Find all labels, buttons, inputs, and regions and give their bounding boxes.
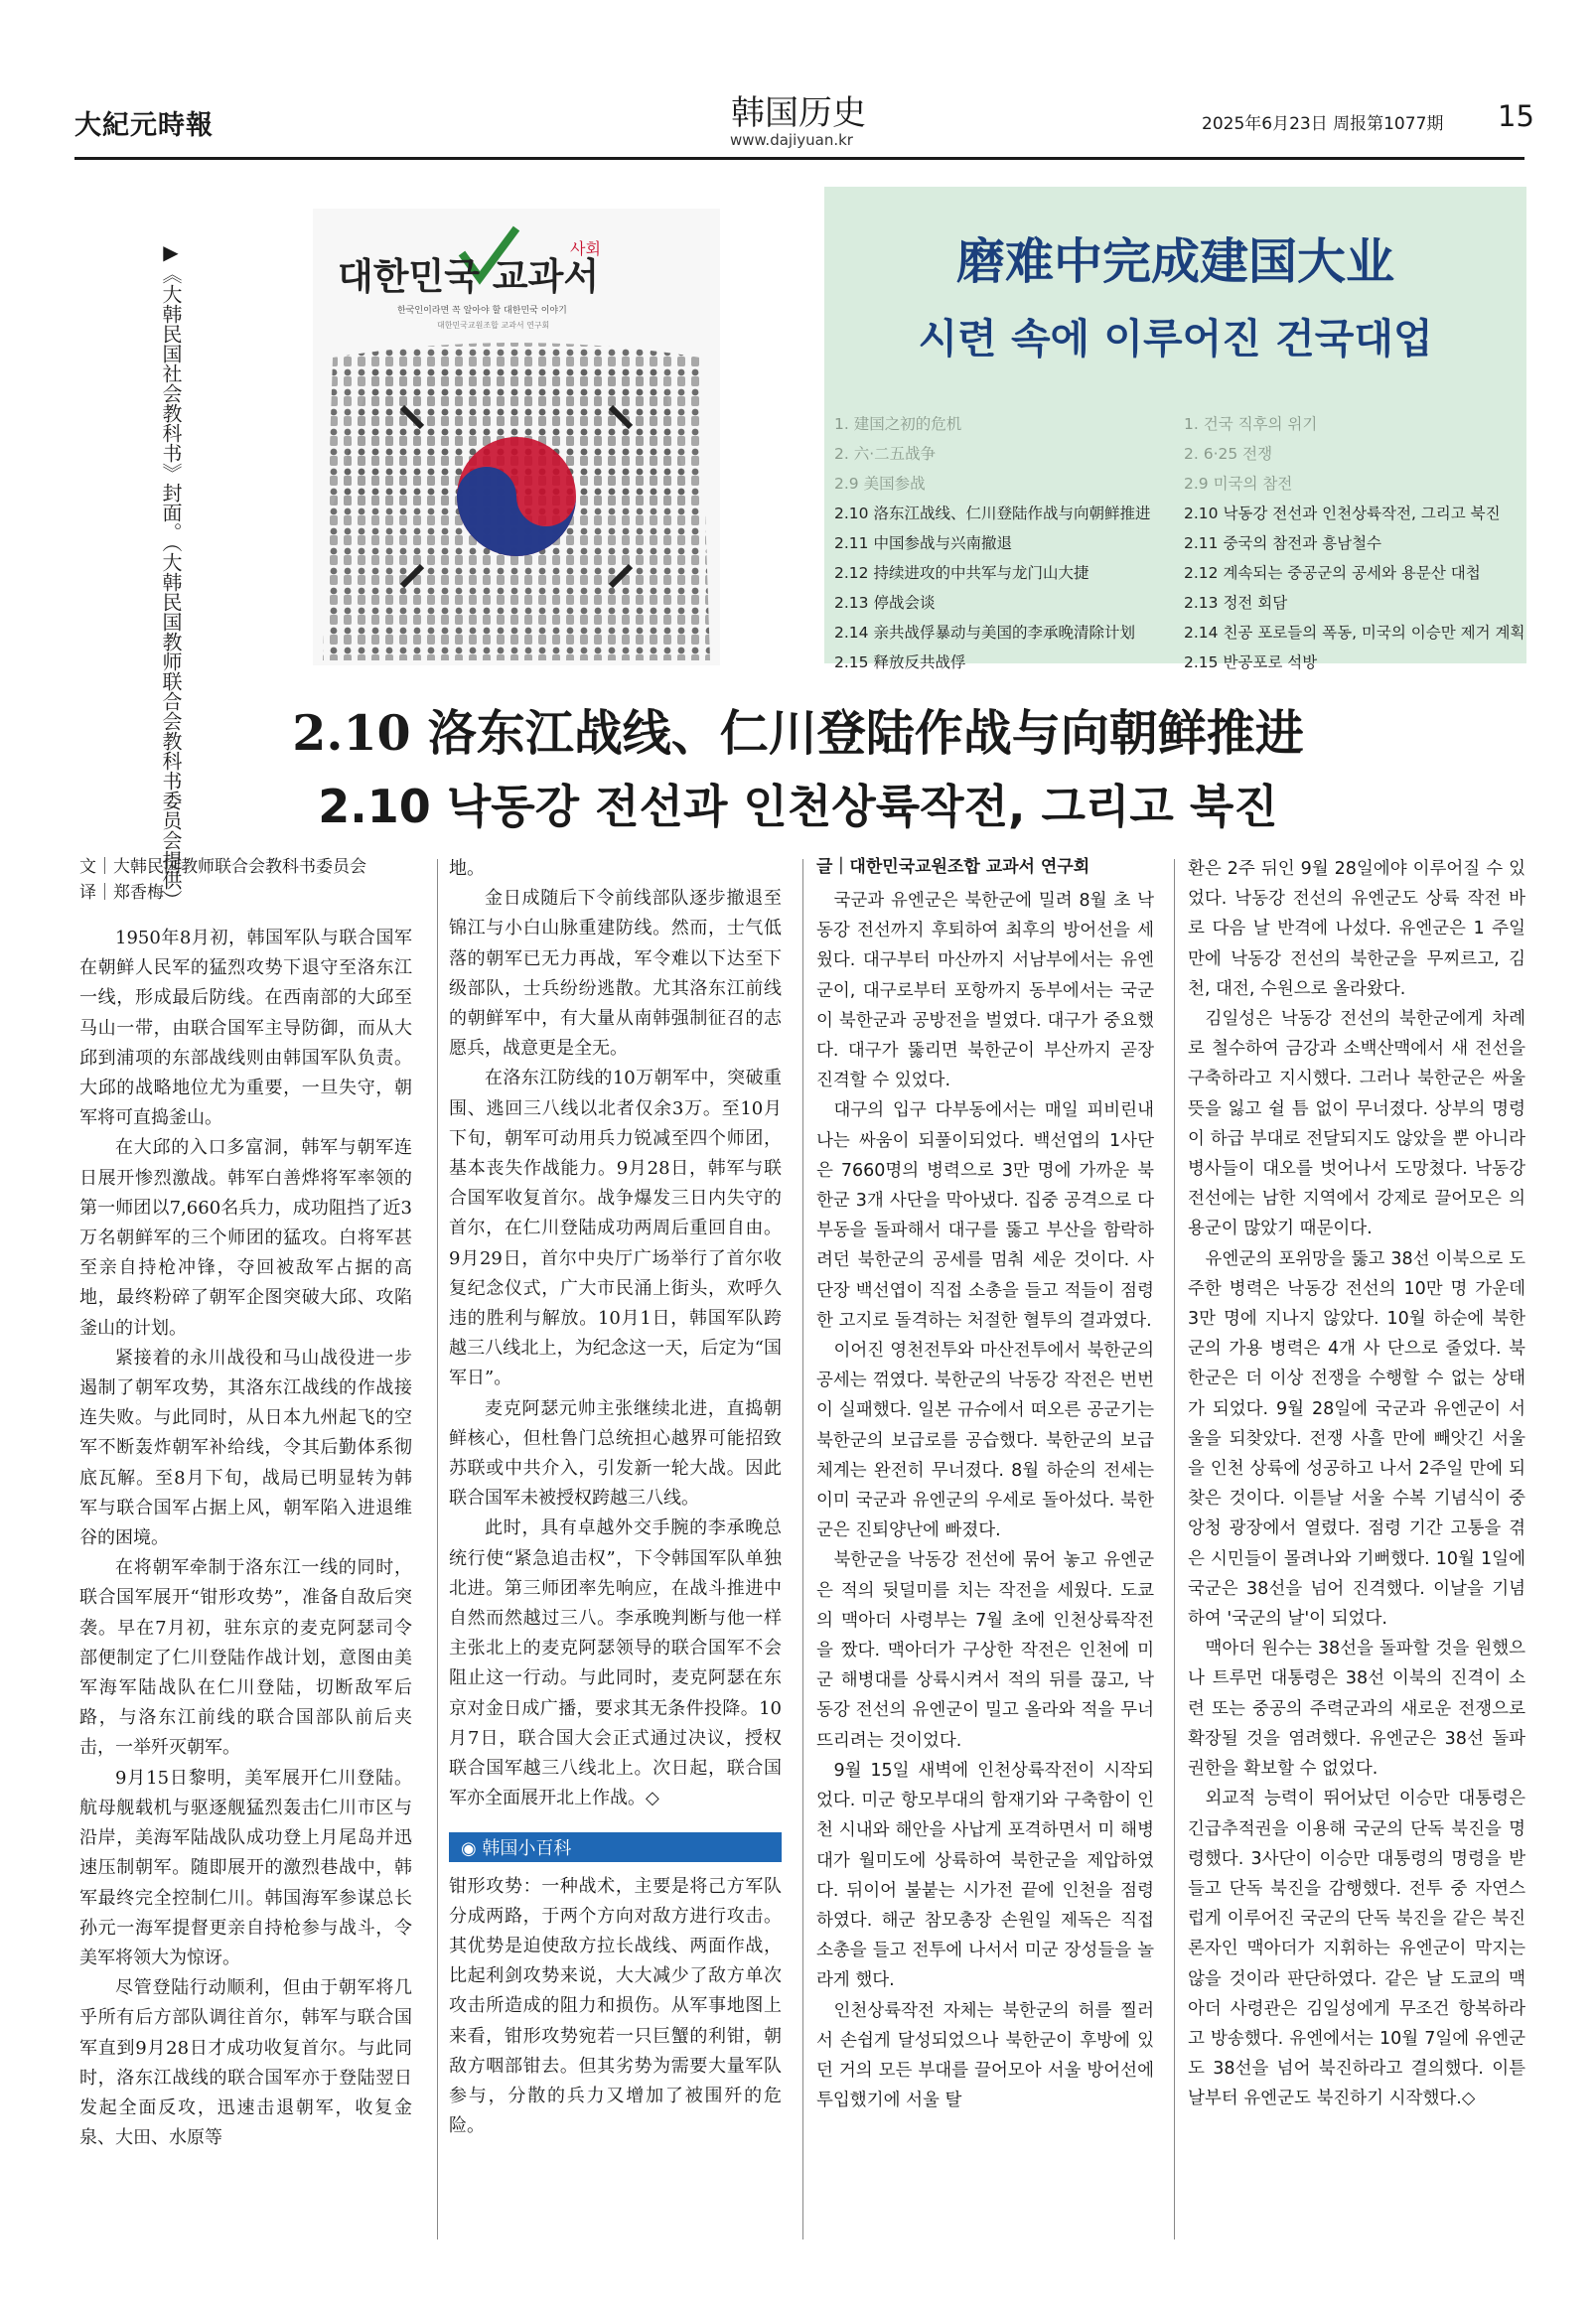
headline-ko: 2.10 낙동강 전선과 인천상륙작전, 그리고 북진 [318,780,1278,833]
toc-item: 1. 建国之初的危机 [834,415,962,433]
paragraph: 인천상륙작전 자체는 북한군의 허를 찔러서 손쉽게 달성되었으나 북한군이 후방에 있던 거의 모든 부대를 끌어모아 서울 방어선에 투입했기에 서울 탈 [816,2000,1154,2111]
zh-column-1 [79,854,412,2153]
sidebar-label: ◉ 韩国小百科 [449,1832,782,1862]
paragraph: 紧接着的永川战役和马山战役进一步遏制了朝军攻势，其洛东江战线的作战接连失败。与此同时，从日本九州起飞的空军不断轰炸朝军补给线，令其后勤体系彻底瓦解。至8月下旬，战局已明显转为韩军与联合国军占据上风，朝军陷入进退维谷的困境。 [79,1347,412,1549]
image-caption: ▶《大韩民国社会教科书》封面。（大韩民国教师联合会教科书委员会提供） [159,240,183,910]
paragraph: 유엔군의 포위망을 뚫고 38선 이북으로 도주한 병력은 낙동강 전선의 10만 명 가운데 3만 명에 지나지 않았다. 10월 하순에 북한군의 가용 병력은 4개 사 단으로 줄었다. 북한군은 더 이상 전쟁을 수행할 수 없는 상태가 되었다. 9월 28일에 국군과 유엔군이 서울을 되찾았다. 전쟁 사흘 만에 빼앗긴 서울을 인천 상륙에 성공하고 나서 2주일 만에 되찾은 것이다. 이튿날 서울 수복 기념식이 중앙청 광장에서 열렸다. 점령 기간 고통을 겪은 시민들이 몰려나와 기뻐했다. 10월 1일에 국군은 38선을 넘어 진격했다. 이날을 기념하여 '국군의 날'이 되었다. [1188,1248,1525,1630]
sidebar-text: 钳形攻势：一种战术，主要是将己方军队分成两路，于两个方向对敌方进行攻击。其优势是迫使敌方拉长战线、两面作战，比起利剑攻势来说，大大减少了敌方单次攻击所造成的阻力和损伤。从军事地图上来看，钳形攻势宛若一只巨蟹的利钳，朝敌方咽部钳去。但其劣势为需要大量军队参与，分散的兵力又增加了被围歼的危险。 [449,1875,782,2137]
headline-zh: 2.10 洛东江战线、仁川登陆作战与向朝鲜推进 [292,704,1304,762]
series-title-ko: 시련 속에 이루어진 건국대업 [918,315,1433,362]
paragraph: 김일성은 낙동강 전선의 북한군에게 차례로 철수하여 금강과 소백산맥에서 새 전선을 구축하라고 지시했다. 그러나 북한군은 싸울 뜻을 잃고 쉴 틈 없이 무너졌다. 상부의 명령이 하급 부대로 전달되지도 않았을 뿐 아니라 병사들이 대오를 벗어나서 도망쳤다. 낙동강 전선에는 남한 지역에서 강제로 끌어모은 의용군이 많았기 때문이다. [1188,1009,1525,1239]
paragraph: 맥아더 원수는 38선을 돌파할 것을 원했으나 트루먼 대통령은 38선 이북의 진격이 소련 또는 중공의 주력군과의 새로운 전쟁으로 확장될 것을 염려했다. 유엔군은 38선 돌파 권한을 확보할 수 없었다. [1188,1639,1525,1780]
section-title: 韩国历史 [731,93,866,133]
page-number: 15 [1498,99,1534,133]
paragraph: 地。 [449,858,485,879]
paragraph: 환은 2주 뒤인 9월 28일에야 이루어질 수 있었다. 낙동강 전선의 유엔군도 상륙 작전 바로 다음 날 반격에 나섰다. 유엔군은 1 주일 만에 낙동강 전선의 북한군을 무찌르고, 김천, 대전, 수원으로 올라왔다. [1188,859,1525,999]
toc-item: 2. 六·二五战争 [834,445,937,463]
column-divider [1174,859,1175,2239]
toc-item: 2.14 친공 포로들의 폭동, 미국의 이승만 제거 계획 [1184,624,1525,642]
toc-item: 2.9 미국의 참전 [1184,475,1293,493]
toc-item: 2.15 释放反共战俘 [834,653,966,671]
cover-title: 대한민국 교과서 [338,255,600,298]
zh-byline-translator: 译｜郑香梅 [79,883,164,903]
column-divider [802,859,803,2239]
toc-item: 2.13 停战会谈 [834,594,936,612]
paragraph: 在将朝军牵制于洛东江一线的同时，联合国军展开“钳形攻势”，准备自敌后突袭。早在7月初，驻东京的麦克阿瑟司令部便制定了仁川登陆作战计划，意图由美军海军陆战队在仁川登陆，切断敌军后路，与洛东江前线的联合国部队前后夹击，一举歼灭朝军。 [79,1557,412,1759]
paragraph: 9月15日黎明，美军展开仁川登陆。航母舰载机与驱逐舰猛烈轰击仁川市区与沿岸，美海军陆战队成功登上月尾岛并迅速压制朝军。随即展开的激烈巷战中，韩军最终完全控制仁川。韩国海军参谋总长孙元一海军提督更亲自持枪参与战斗，令美军将领大为惊讶。 [79,1767,412,1968]
series-toc-ko [1184,409,1524,677]
toc-item: 1. 건국 직후의 위기 [1184,415,1318,433]
zh-column-2 [449,854,782,2141]
cover-subtitle: 한국인이라면 꼭 알아야 할 대한민국 이야기 [397,306,567,316]
cover-title-small: 사회 [570,239,601,258]
paragraph: 在大邱的入口多富洞，韩军与朝军连日展开惨烈激战。韩军白善烨将军率领的第一师团以7,660名兵力，成功阻挡了近3万名朝鲜军的三个师团的猛攻。白将军甚至亲自持枪冲锋，夺回被敌军占据的高地，最终粉碎了朝军企图突破大邱、攻陷釜山的计划。 [79,1137,412,1339]
site-url: www.dajiyuan.kr [730,131,853,149]
newspaper-logo: 大紀元時報 [74,110,214,141]
paragraph: 麦克阿瑟元帅主张继续北进，直捣朝鲜核心，但杜鲁门总统担心越界可能招致苏联或中共介入，引发新一轮大战。因此联合国军未被授权跨越三八线。 [449,1397,782,1510]
toc-item: 2.12 持续进攻的中共军与龙门山大捷 [834,564,1089,582]
column-divider [437,859,438,2239]
toc-item: 2.14 亲共战俘暴动与美国的李承晚清除计划 [834,624,1135,642]
ko-column-1 [816,854,1154,2115]
series-title-zh: 磨难中完成建国大业 [955,233,1394,290]
toc-item: 2.13 정전 회담 [1184,594,1288,612]
cover-publisher: 대한민국교원조합 교과서 연구회 [437,321,550,330]
toc-item: 2. 6·25 전쟁 [1184,445,1273,463]
paragraph: 尽管登陆行动顺利，但由于朝军将几乎所有后方部队调往首尔，韩军与联合国军直到9月28日才成功收复首尔。与此同时，洛东江战线的联合国军亦于登陆翌日发起全面反攻，迅速击退朝军，收复金泉、大田、水原等 [79,1977,412,2149]
toc-item: 2.15 반공포로 석방 [1184,653,1318,671]
toc-item: 2.10 낙동강 전선과 인천상륙작전, 그리고 북진 [1184,505,1501,522]
paragraph: 외교적 능력이 뛰어났던 이승만 대통령은 긴급추적권을 이용해 국군의 단독 북진을 명령했다. 3사단이 이승만 대통령의 명령을 받들고 단독 북진을 감행했다. 전투 중 자연스럽게 이루어진 국군의 단독 북진을 같은 북진론자인 맥아더가 지휘하는 유엔군이 막지는 않을 것이라 판단하였다. 같은 날 도쿄의 맥아더 사령관은 김일성에게 무조건 항복하라고 방송했다. 유엔에서는 10월 7일에 유엔군도 38선을 넘어 북진하라고 결의했다. 이튿날부터 유엔군도 북진하기 시작했다.◇ [1188,1789,1525,2109]
paragraph: 1950年8月初，韩国军队与联合国军在朝鲜人民军的猛烈攻势下退守至洛东江一线，形成最后防线。在西南部的大邱至马山一带，由联合国军主导防御，而从大邱到浦项的东部战线则由韩国军队负责。大邱的战略地位尤为重要，一旦失守，朝军将可直捣釜山。 [79,928,412,1129]
paragraph: 북한군을 낙동강 전선에 묶어 놓고 유엔군은 적의 뒷덜미를 치는 작전을 세웠다. 도쿄의 맥아더 사령부는 7월 초에 인천상륙작전을 짰다. 맥아더가 구상한 작전은 인천에 미군 해병대를 상륙시켜서 적의 뒤를 끊고, 낙동강 전선의 유엔군이 밀고 올라와 적을 무너뜨리려는 것이었다. [816,1550,1154,1751]
paragraph: 金日成随后下令前线部队逐步撤退至锦江与小白山脉重建防线。然而，士气低落的朝军已无力再战，军令难以下达至下级部队，士兵纷纷逃散。尤其洛东江前线的朝鲜军中，有大量从南韩强制征召的志愿兵，战意更是全无。 [449,888,782,1060]
series-toc-zh [834,409,1150,677]
ko-byline: 글｜대한민국교원조합 교과서 연구회 [816,857,1090,877]
issue-date: 2025年6月23日 周报第1077期 [1202,114,1444,134]
masthead-rule [74,157,1524,160]
paragraph: 在洛东江防线的10万朝军中，突破重围、逃回三八线以北者仅余3万。至10月下旬，朝军可动用兵力锐减至四个师团，基本丧失作战能力。9月28日，韩军与联合国军收复首尔。战争爆发三日内失守的首尔，在仁川登陆成功两周后重回自由。9月29日，首尔中央厅广场举行了首尔收复纪念仪式，广大市民涌上街头，欢呼久违的胜利与解放。10月1日，韩国军队跨越三八线北上，为纪念这一天，后定为“国军日”。 [449,1068,782,1389]
zh-byline-author: 文｜大韩民国教师联合会教科书委员会 [79,857,366,877]
toc-item: 2.12 계속되는 중공군의 공세와 용문산 대첩 [1184,564,1481,582]
toc-item: 2.10 洛东江战线、仁川登陆作战与向朝鲜推进 [834,505,1151,522]
ko-column-2 [1188,854,1525,2114]
paragraph: 대구의 입구 다부동에서는 매일 피비린내 나는 싸움이 되풀이되었다. 백선엽의 1사단은 7660명의 병력으로 3만 명에 가까운 북한군 3개 사단을 막아냈다. 집중 공격으로 다부동을 돌파해서 대구를 뚫고 부산을 함락하려던 북한군의 공세를 멈춰 세운 것이다. 사단장 백선엽이 직접 소총을 들고 적들이 점령한 고지로 돌격하는 처절한 혈투의 결과였다. [816,1100,1154,1331]
toc-item: 2.9 美国参战 [834,475,926,493]
paragraph: 此时，具有卓越外交手腕的李承晚总统行使“紧急追击权”，下令韩国军队单独北进。第三师团率先响应，在战斗推进中自然而然越过三八。李承晚判断与他一样主张北上的麦克阿瑟领导的联合国军不会阻止这一行动。与此同时，麦克阿瑟在东京对金日成广播，要求其无条件投降。10月7日，联合国大会正式通过决议，授权联合国军越三八线北上。次日起，联合国军亦全面展开北上作战。◇ [449,1517,782,1809]
paragraph: 이어진 영천전투와 마산전투에서 북한군의 공세는 꺾였다. 북한군의 낙동강 작전은 번번이 실패했다. 일본 규슈에서 떠오른 공군기는 북한군의 보급로를 공습했다. 북한군의 보급 체계는 완전히 무너졌다. 8월 하순의 전세는 이미 국군과 유엔군의 우세로 돌아섰다. 북한군은 진퇴양난에 빠졌다. [816,1341,1154,1541]
paragraph: 9월 15일 새벽에 인천상륙작전이 시작되었다. 미군 항모부대의 함재기와 구축함이 인천 시내와 해안을 사납게 포격하면서 미 해병대가 월미도에 상륙하여 북한군을 제압하였다. 뒤이어 불붙는 시가전 끝에 인천을 점령하였다. 해군 참모총장 손원일 제독은 직접 소총을 들고 전투에 나서서 미군 장성들을 놀라게 했다. [816,1760,1154,1991]
toc-item: 2.11 중국의 참전과 흥남철수 [1184,534,1382,552]
toc-item: 2.11 中国参战与兴南撤退 [834,534,1012,552]
paragraph: 국군과 유엔군은 북한군에 밀려 8월 초 낙동강 전선까지 후퇴하여 최후의 방어선을 세웠다. 대구부터 마산까지 서남부에서는 유엔군이, 대구로부터 포항까지 동부에서는 국군이 북한군과 공방전을 벌였다. 대구가 중요했다. 대구가 뚫리면 북한군이 부산까지 곧장 진격할 수 있었다. [816,891,1154,1091]
